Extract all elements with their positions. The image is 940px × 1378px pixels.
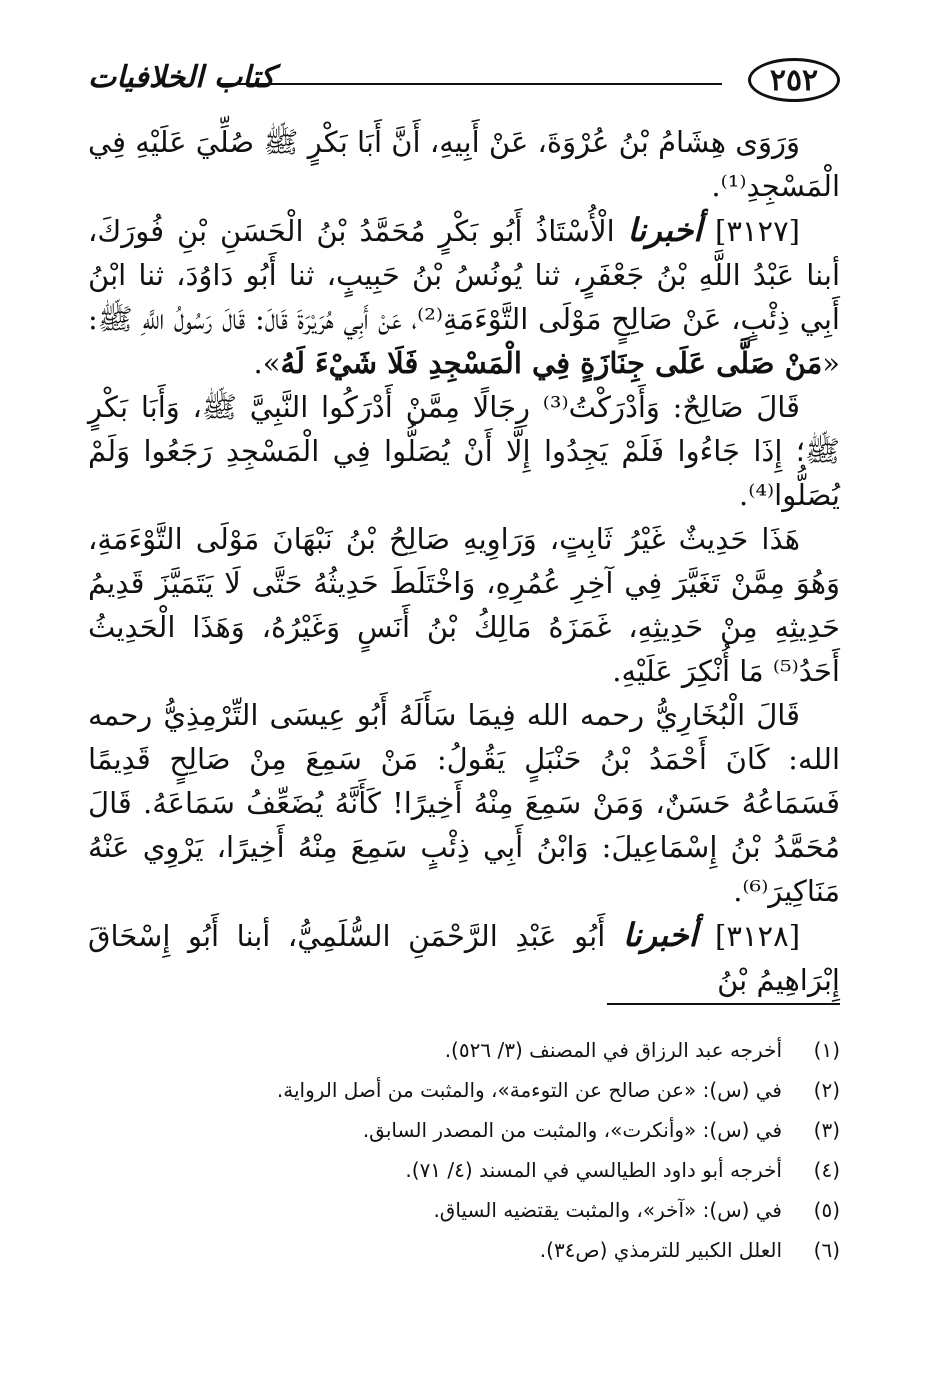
footnote-text: في (س): «آخر»، والمثبت يقتضيه السياق. — [433, 1198, 782, 1222]
paragraph-4: هَذَا حَدِيثٌ غَيْرُ ثَابِتٍ، وَرَاوِيهِ صَالِحُ بْنُ نَبْهَانَ مَوْلَى التَّوْءَمَةِ، وَهُوَ مِمَّنْ تَغَيَّرَ فِي آخِرِ عُمُرِهِ، وَاخْتَلَطَ حَدِيثُهُ حَتَّى لَا يَتَمَيَّزَ قَدِيمُ حَدِيثِهِ مِنْ حَدِيثِهِ، غَمَزَهُ مَالِكُ بْنُ أَنَسٍ وَغَيْرُهُ، وَهَذَا الْحَدِيثُ أَحَدُ⁽⁵⁾ مَا أُنْكِرَ عَلَيْهِ. — [88, 522, 840, 688]
isnad-text: أَبُو عَبْدِ الرَّحْمَنِ السُّلَمِيُّ، أبنا أَبُو إِسْحَاقَ إِبْرَاهِيمُ بْنُ — [88, 919, 840, 997]
footnote-number: (٦) — [813, 1238, 840, 1262]
footnote-number: (١) — [813, 1038, 840, 1062]
hadith-close: ». — [253, 346, 281, 380]
hadith-number: [٣١٢٨] — [715, 919, 801, 953]
footnote-number: (٥) — [813, 1198, 840, 1222]
footnote-number: (٣) — [813, 1118, 840, 1142]
akhbarana-keyword: أخبرنا — [627, 211, 703, 249]
paragraph-2 — [88, 208, 840, 385]
footnote-item — [140, 1230, 840, 1270]
footnote-item — [140, 1030, 840, 1070]
paragraph-1: وَرَوَى هِشَامُ بْنُ عُرْوَةَ، عَنْ أَبِيهِ، أَنَّ أَبَا بَكْرٍ ﷺ صُلِّيَ عَلَيْهِ فِي الْمَسْجِدِ⁽¹⁾. — [88, 125, 840, 203]
footnote-item — [140, 1190, 840, 1230]
footnote-rule — [607, 1003, 840, 1005]
footnotes — [140, 1030, 840, 1270]
footnote-number: (٢) — [813, 1078, 840, 1102]
page-header — [88, 58, 840, 114]
header-rule — [218, 83, 722, 85]
hadith-number: [٣١٢٧] — [715, 214, 800, 248]
main-text — [88, 120, 840, 1002]
footnote-text: في (س): «عن صالح عن التوءمة»، والمثبت من أصل الرواية. — [276, 1078, 782, 1102]
paragraph-6 — [88, 913, 840, 1002]
isnad-text: الْأُسْتَاذُ أَبُو بَكْرٍ مُحَمَّدُ بْنُ الْحَسَنِ بْنِ فُورَكَ، أبنا عَبْدُ اللَّهِ بْنُ جَعْفَرٍ، ثنا يُونُسُ بْنُ حَبِيبٍ، ثنا أَبُو دَاوُدَ، ثنا ابْنُ أَبِي ذِئْبٍ، عَنْ صَالِحٍ مَوْلَى التَّوْءَمَةِ⁽²⁾، عَنْ أَبِي هُرَيْرَةَ قَالَ: قَالَ رَسُولُ اللَّهِ ﷺ: « — [88, 214, 840, 380]
page-number: ٢٥٢ — [748, 58, 840, 102]
book-title: كتاب الخلافيات — [88, 60, 275, 95]
footnote-text: العلل الكبير للترمذي (ص٣٤). — [539, 1238, 782, 1262]
footnote-item — [140, 1150, 840, 1190]
footnote-text: أخرجه أبو داود الطيالسي في المسند (٤/ ٧١). — [405, 1158, 782, 1182]
hadith-text: مَنْ صَلَّى عَلَى جِنَازَةٍ فِي الْمَسْجِدِ فَلَا شَيْءَ لَهُ — [280, 346, 823, 380]
footnote-number: (٤) — [813, 1158, 840, 1182]
paragraph-3: قَالَ صَالِحٌ: وَأَدْرَكْتُ⁽³⁾ رِجَالًا مِمَّنْ أَدْرَكُوا النَّبِيَّ ﷺ، وَأَبَا بَكْرٍ ﷺ؛ إِذَا جَاءُوا فَلَمْ يَجِدُوا إِلَّا أَنْ يُصَلُّوا فِي الْمَسْجِدِ رَجَعُوا وَلَمْ يُصَلُّوا⁽⁴⁾. — [88, 390, 840, 512]
footnote-text: في (س): «وأنكرت»، والمثبت من المصدر السابق. — [362, 1118, 782, 1142]
paragraph-5: قَالَ الْبُخَارِيُّ رحمه الله فِيمَا سَأَلَهُ أَبُو عِيسَى التِّرْمِذِيُّ رحمه الله: كَانَ أَحْمَدُ بْنُ حَنْبَلٍ يَقُولُ: مَنْ سَمِعَ مِنْ صَالِحٍ قَدِيمًا فَسَمَاعُهُ حَسَنٌ، وَمَنْ سَمِعَ مِنْهُ أَخِيرًا! كَأَنَّهُ يُضَعِّفُ سَمَاعَهُ. قَالَ مُحَمَّدُ بْنُ إِسْمَاعِيلَ: وَابْنُ أَبِي ذِئْبٍ سَمِعَ مِنْهُ أَخِيرًا، يَرْوِي عَنْهُ مَنَاكِيرَ⁽⁶⁾. — [88, 698, 840, 908]
footnote-item — [140, 1110, 840, 1150]
footnote-text: أخرجه عبد الرزاق في المصنف (٣/ ٥٢٦). — [444, 1038, 782, 1062]
footnote-item — [140, 1070, 840, 1110]
akhbarana-keyword: أخبرنا — [622, 916, 698, 954]
